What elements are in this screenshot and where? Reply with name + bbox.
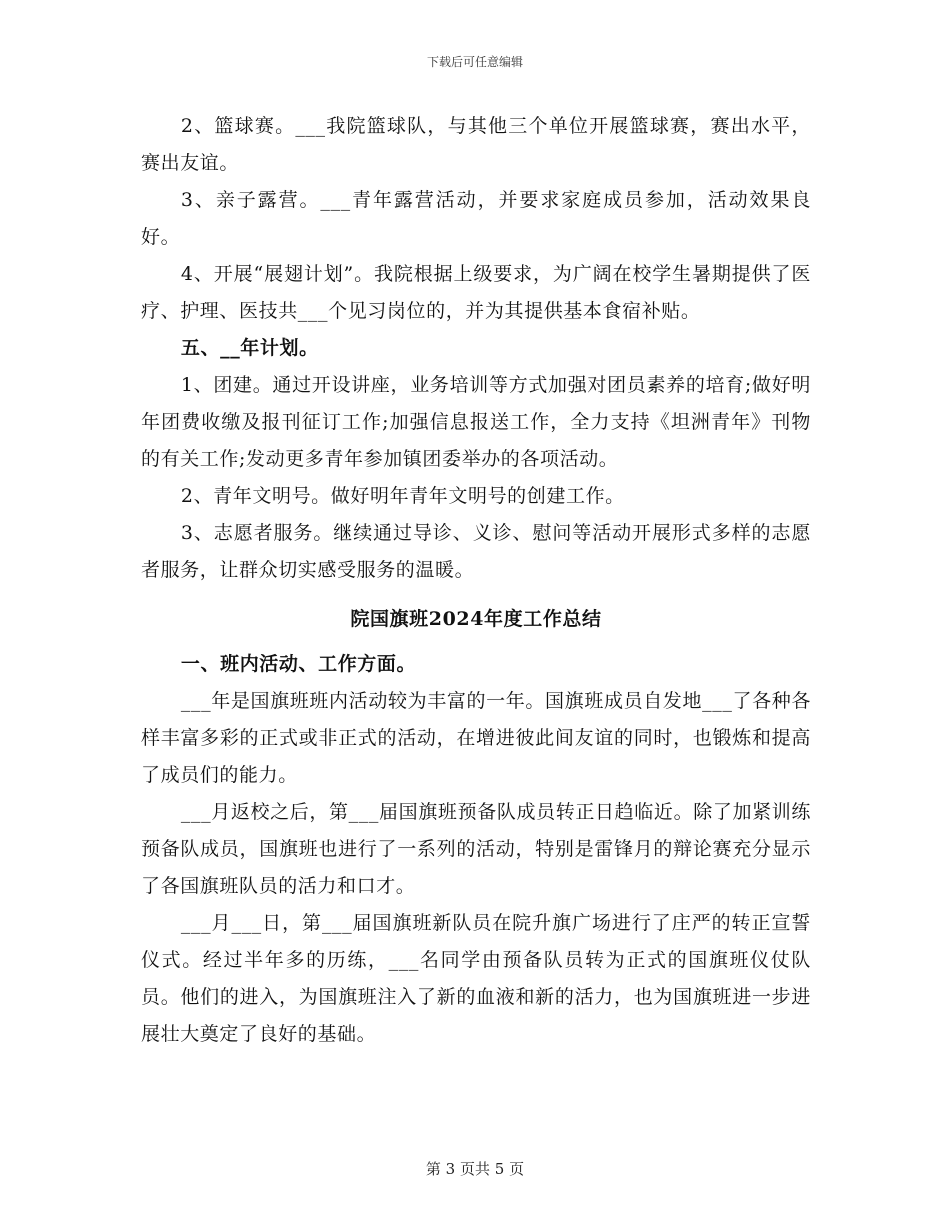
document-body [141, 108, 811, 1053]
paragraph-oath-ceremony: ___月___日，第___届国旗班新队员在院升旗广场进行了庄严的转正宣誓仪式。经过半年多的历练，___名同学由预备队员转为正式的国旗班仪仗队员。他们的进入，为国旗班注入了新的血液和新的活力，也为国旗班进一步进展壮大奠定了良好的基础。 [141, 912, 811, 1045]
document-title: 院国旗班2024年度工作总结 [350, 608, 602, 630]
paragraph-wings-plan: 4、开展“展翅计划”。我院根据上级要求，为广阔在校学生暑期提供了医疗、护理、医技共___个见习岗位的，并为其提供基本食宿补贴。 [141, 263, 811, 322]
paragraph-civilization: 2、青年文明号。做好明年青年文明号的创建工作。 [180, 485, 625, 507]
section-heading-activities: 一、班内活动、工作方面。 [180, 653, 417, 675]
page-footer: 第 3 页共 5 页 [425, 1160, 525, 1178]
paragraph-basketball: 2、篮球赛。___我院篮球队，与其他三个单位开展篮球赛，赛出水平，赛出友谊。 [141, 115, 811, 174]
page-header: 下载后可任意编辑 [426, 55, 523, 69]
paragraph-return-school: ___月返校之后，第___届国旗班预备队成员转正日趋临近。除了加紧训练预备队成员，国旗班也进行了一系列的活动，特别是雷锋月的辩论赛充分显示了各国旗班队员的活力和口才。 [141, 801, 811, 897]
paragraph-year-activities: ___年是国旗班班内活动较为丰富的一年。国旗班成员自发地___了各种各样丰富多彩的正式或非正式的活动，在增进彼此间友谊的同时，也锻炼和提高了成员们的能力。 [141, 690, 811, 786]
paragraph-camping: 3、亲子露营。___青年露营活动，并要求家庭成员参加，活动效果良好。 [141, 189, 811, 248]
section-heading-plan: 五、__年计划。 [180, 337, 319, 359]
paragraph-volunteer: 3、志愿者服务。继续通过导诊、义诊、慰问等活动开展形式多样的志愿者服务，让群众切实感受服务的温暖。 [141, 522, 811, 581]
paragraph-league-building: 1、团建。通过开设讲座，业务培训等方式加强对团员素养的培育;做好明年团费收缴及报刊征订工作;加强信息报送工作，全力支持《坦洲青年》刊物的有关工作;发动更多青年参加镇团委举办的各项活动。 [141, 374, 811, 470]
